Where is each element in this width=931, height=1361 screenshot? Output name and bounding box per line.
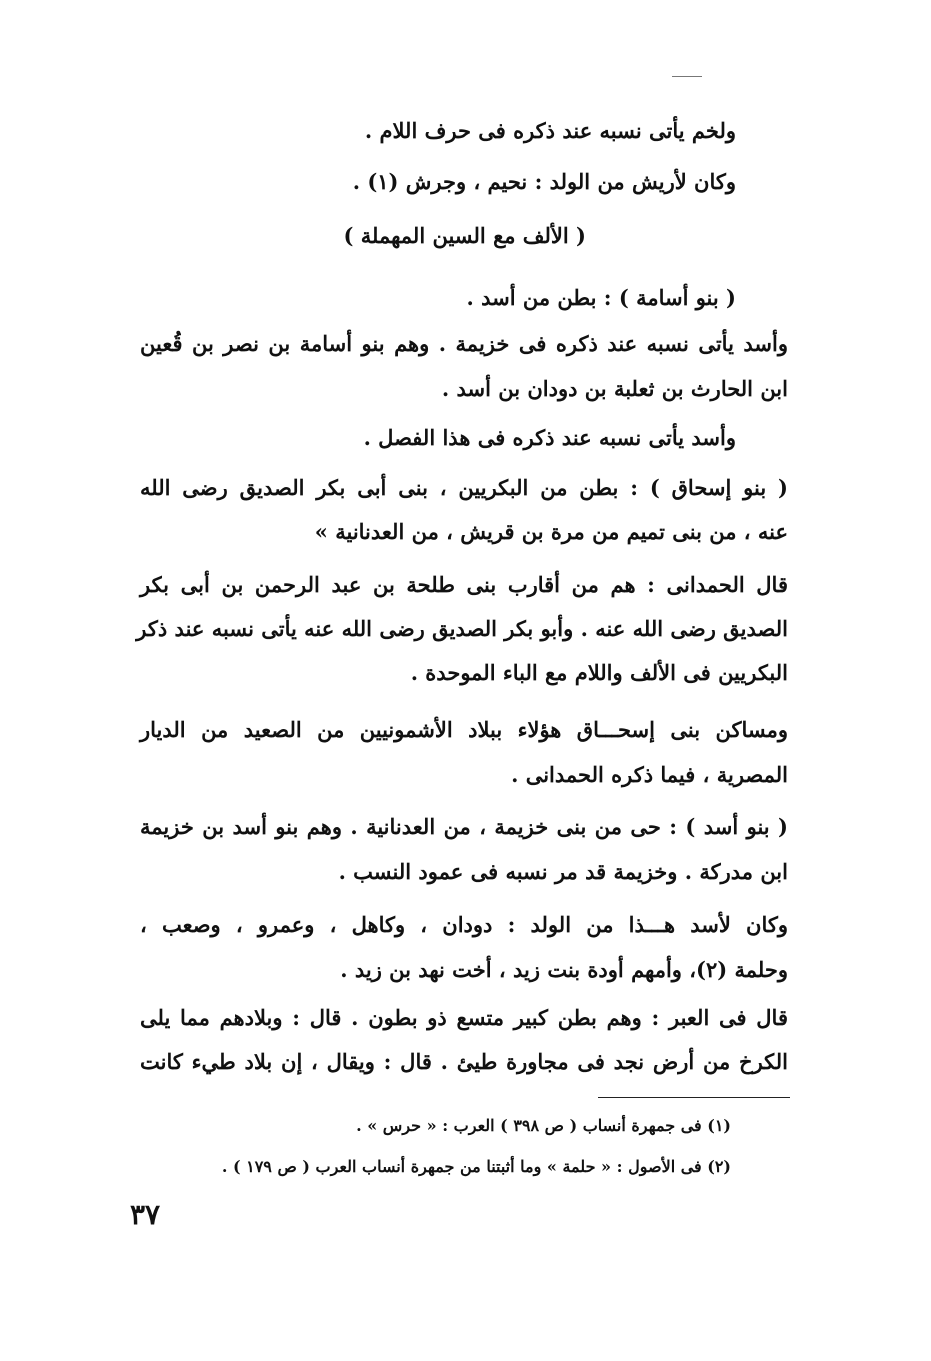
text-line: وأسد يأتى نسبه عند ذكره فى خزيمة . وهم بنو أسامة بن نصر بن قُعين [140,331,788,356]
text-line: وأسد يأتى نسبه عند ذكره فى هذا الفصل . [363,425,736,450]
text-line: وكان لأريش من الولد : نحيم ، وجرش (١) . [352,169,736,194]
text-line: المصرية ، فيما ذكره الحمدانى . [511,762,788,787]
top-mark [672,76,702,77]
footnote: (١) فى جمهرة أنساب ( ص ٣٩٨ ) العرب : « حرس » . [356,1116,731,1135]
footnote-separator [598,1097,790,1098]
text-line: الكرخ من أرض نجد فى مجاورة طيئ . قال : ويقال ، إن بلاد طيء كانت [140,1049,788,1074]
section-heading: ( الألف مع السين المهملة ) [343,223,586,248]
text-line: ( بنو أسد ) : حى من بنى خزيمة ، من العدنانية . وهم بنو أسد بن خزيمة [140,814,788,839]
footnote: (٢) فى الأصول : « حلمة » وما أثبتنا من جمهرة أنساب العرب ( ص ١٧٩ ) . [221,1157,731,1176]
text-line: ولخم يأتى نسبه عند ذكره فى حرف اللام . [364,118,736,143]
text-line: البكريين فى الألف واللام مع الباء الموحدة . [410,660,788,685]
text-line: وحلمة (٢)، وأمهم أودة بنت زيد ، أخت نهد بن زيد . [340,957,788,982]
text-line: ( بنو أسامة ) : بطن من أسد . [466,285,736,310]
text-line: ابن الحارث بن ثعلبة بن دودان بن أسد . [441,376,788,401]
page-number: ٣٧ [130,1198,161,1231]
text-line: ومساكن بنى إسحـــاق هؤلاء ببلاد الأشمونيين من الصعيد من الديار [140,717,788,742]
text-line: قال فى العبر : وهم بطن كبير متسع ذو بطون . قال : وبلادهم مما يلى [140,1005,788,1030]
text-line: وكان لأسد هـــذا من الولد : دودان ، وكاهل ، وعمرو ، وصعب ، [140,912,788,937]
text-line: عنه ، من بنى تميم من مرة بن قريش ، من العدنانية » [314,519,788,544]
text-line: ( بنو إسحاق ) : بطن من البكريين ، بنى أبى بكر الصديق رضى الله [140,475,788,500]
text-line: ابن مدركة . وخزيمة قد مر نسبه فى عمود النسب . [338,859,788,884]
text-line: قال الحمدانى : هم من أقارب بنى طلحة بن عبد الرحمن بن أبى بكر [140,572,788,597]
text-line: الصديق رضى الله عنه . وأبو بكر الصديق رضى الله عنه يأتى نسبه عند ذكر [136,616,788,641]
